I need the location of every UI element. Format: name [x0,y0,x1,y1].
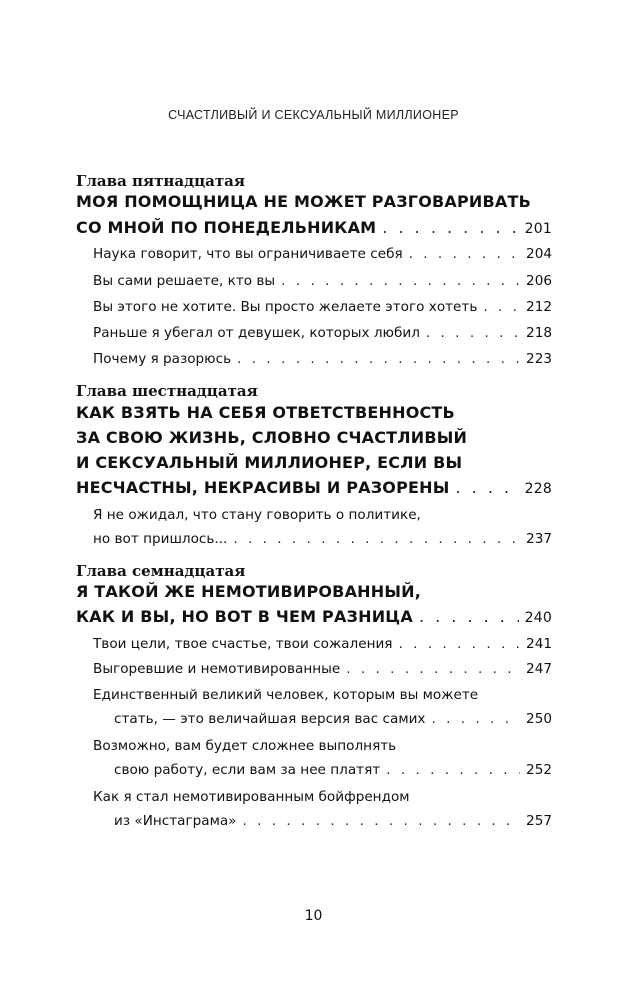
toc-entry [93,636,552,652]
leader-dots [386,762,520,778]
chapter-15-label: Глава пятнадцатая [76,172,245,190]
toc-entry [93,661,552,677]
toc-entry [114,813,552,829]
leader-dots [237,351,520,367]
chapter-15-page: 201 [524,221,552,237]
toc-entry-text: стать, — это величайшая версия вас самих [114,711,426,727]
toc-entry [93,325,552,341]
toc-entry-text: Наука говорит, что вы ограничиваете себя [93,246,403,262]
leader-dots [426,325,520,341]
toc-entry [93,351,552,367]
toc-entry [93,273,552,289]
toc-entry [114,711,552,727]
running-header: СЧАСТЛИВЫЙ И СЕКСУАЛЬНЫЙ МИЛЛИОНЕР [168,108,459,122]
toc-entry-page: 241 [526,636,552,652]
toc-entry-page: 212 [526,299,552,315]
toc-entry-text: свою работу, если вам за нее платят [114,762,381,778]
toc-entry-text: из «Инстаграма» [114,813,237,829]
chapter-17-title-line-1: Я ТАКОЙ ЖЕ НЕМОТИВИРОВАННЫЙ, [76,582,421,601]
chapter-16-title-line-1: КАК ВЗЯТЬ НА СЕБЯ ОТВЕТСТВЕННОСТЬ [76,403,455,422]
toc-entry-text: Вы этого не хотите. Вы просто желаете этого хотеть [93,299,478,315]
leader-dots [419,607,519,626]
leader-dots [431,711,520,727]
chapter-17-title-line-2: КАК И ВЫ, НО ВОТ В ЧЕМ РАЗНИЦА [76,607,413,626]
toc-entry [93,246,552,262]
chapter-15-title-line-2: СО МНОЙ ПО ПОНЕДЕЛЬНИКАМ [76,218,377,237]
leader-dots [346,661,520,677]
toc-entry-line-1: Я не ожидал, что стану говорить о политике, [93,507,421,523]
chapter-15-title-last-row [76,218,552,237]
toc-entry-text: Раньше я убегал от девушек, которых любил [93,325,420,341]
chapter-16-title-line-2: ЗА СВОЮ ЖИЗНЬ, СЛОВНО СЧАСТЛИВЫЙ [76,428,468,447]
chapter-17-page: 240 [524,610,552,626]
toc-entry-page: 204 [526,246,552,262]
toc-entry-line-1: Как я стал немотивированным бойфрендом [93,789,410,805]
chapter-17-label: Глава семнадцатая [76,562,246,580]
chapter-17-title-last-row [76,607,552,626]
toc-entry-text: Выгоревшие и немотивированные [93,661,341,677]
toc-entry-page: 223 [526,351,552,367]
chapter-16-title-last-row [76,478,552,497]
chapter-16-title-line-3: И СЕКСУАЛЬНЫЙ МИЛЛИОНЕР, ЕСЛИ ВЫ [76,453,463,472]
toc-entry-page: 252 [526,762,552,778]
chapter-15-title-line-1: МОЯ ПОМОЩНИЦА НЕ МОЖЕТ РАЗГОВАРИВАТЬ [76,192,531,211]
toc-entry-text: но вот пришлось... [93,531,228,547]
chapter-16-page: 228 [524,481,552,497]
leader-dots [456,478,519,497]
leader-dots [242,813,520,829]
toc-entry-page: 250 [526,711,552,727]
toc-entry-line-1: Единственный великий человек, которым вы можете [93,687,479,703]
toc-entry-line-1: Возможно, вам будет сложнее выполнять [93,738,397,754]
page-number: 10 [304,908,323,924]
leader-dots [483,299,520,315]
toc-entry [93,531,552,547]
toc-entry-page: 206 [526,273,552,289]
leader-dots [409,246,520,262]
chapter-16-label: Глава шестнадцатая [76,382,258,400]
toc-entry-page: 237 [526,531,552,547]
toc-entry-page: 247 [526,661,552,677]
toc-entry-text: Твои цели, твое счастье, твои сожаления [93,636,393,652]
toc-entry [93,299,552,315]
toc-entry [114,762,552,778]
toc-entry-text: Почему я разорюсь [93,351,232,367]
leader-dots [398,636,520,652]
leader-dots [233,531,520,547]
leader-dots [382,218,518,237]
toc-entry-text: Вы сами решаете, кто вы [93,273,276,289]
leader-dots [281,273,520,289]
toc-entry-page: 257 [526,813,552,829]
chapter-16-title-line-4: НЕСЧАСТНЫ, НЕКРАСИВЫ И РАЗОРЕНЫ [76,478,450,497]
toc-entry-page: 218 [526,325,552,341]
